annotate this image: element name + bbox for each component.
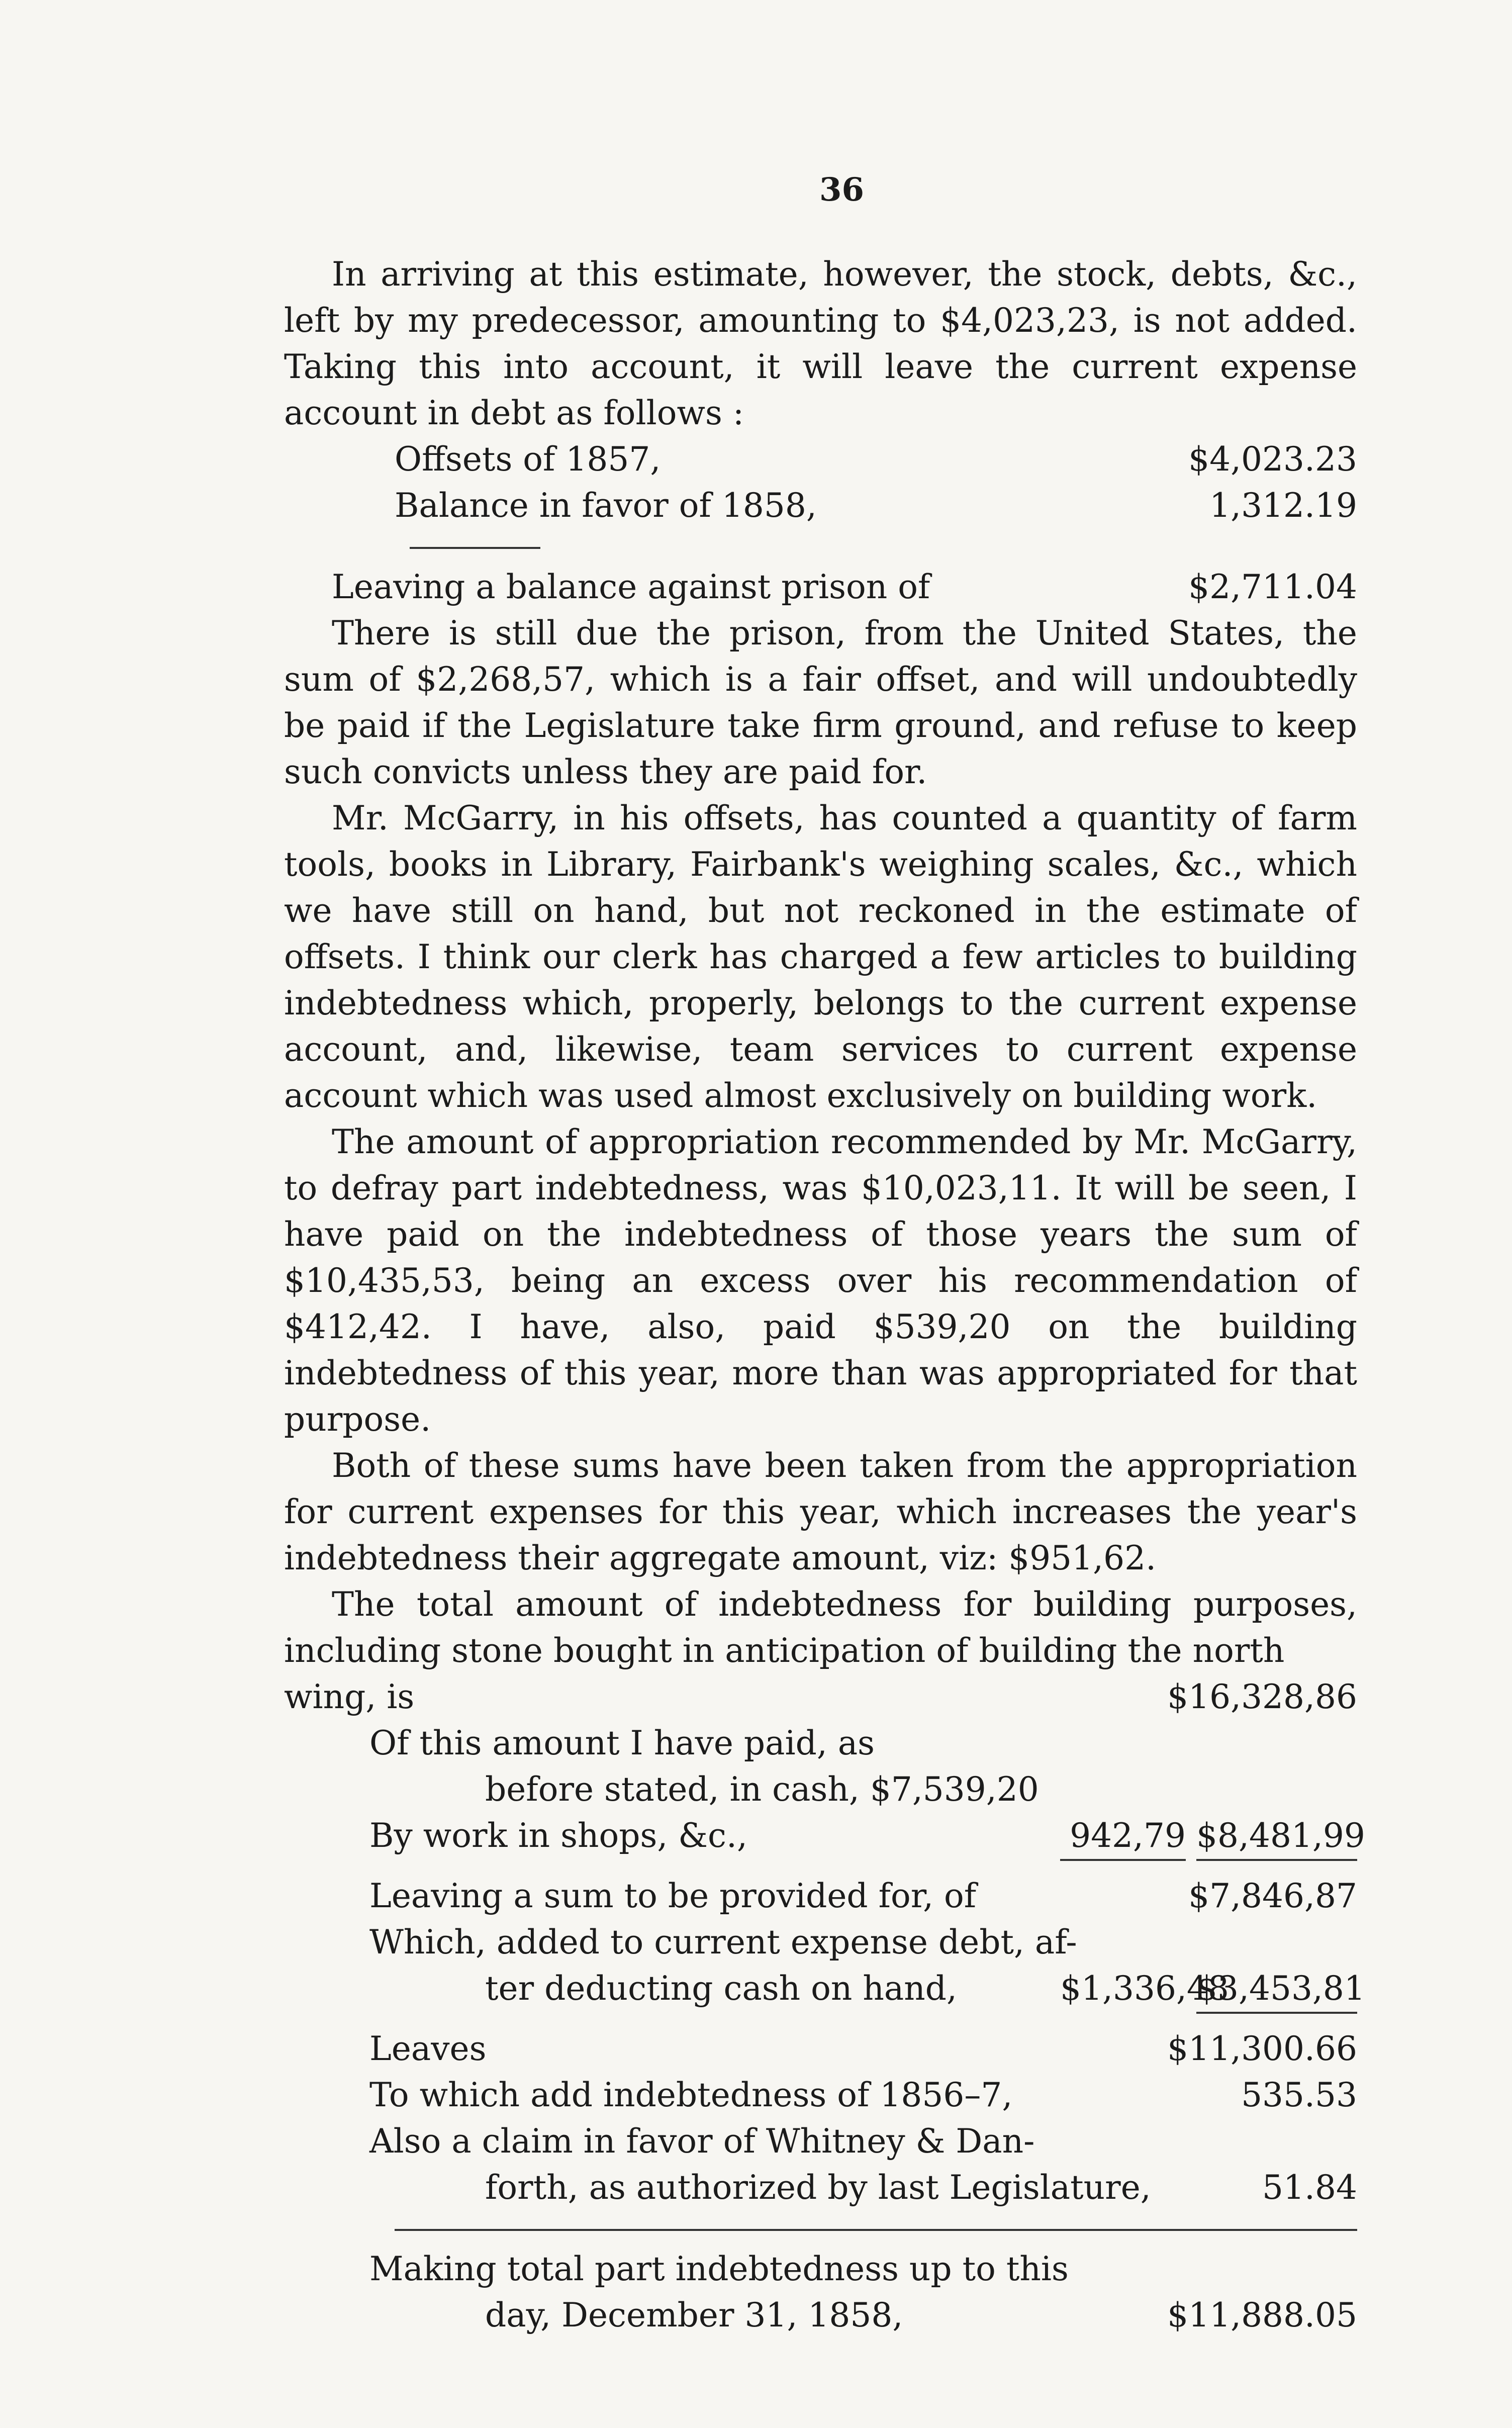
page-number: 36	[819, 171, 865, 209]
add-amount: 535.53	[1241, 2076, 1357, 2114]
paid-line-2	[284, 1766, 1357, 1813]
ledger-row-offsets	[284, 436, 1357, 483]
added-row	[284, 1966, 1365, 2014]
wing-amount: $16,328,86	[1167, 1677, 1357, 1716]
provide-row	[284, 1873, 1357, 1919]
leaves-label: Leaves	[369, 2029, 487, 2068]
divider	[410, 547, 540, 549]
ledger-label: Offsets of 1857,	[395, 440, 661, 479]
paid-cash-amount: $7,539,20	[870, 1770, 1039, 1809]
paragraph-6: The total amount of indebtedness for building purposes, including stone bought in anticipation of building the north	[284, 1585, 1357, 1670]
shops-label: By work in shops, &c.,	[369, 1816, 747, 1855]
provide-label: Leaving a sum to be provided for, of	[369, 1877, 977, 1915]
ledger-amount: $4,023.23	[1188, 440, 1357, 479]
claim-amount: 51.84	[1262, 2168, 1357, 2207]
added-line-1: Which, added to current expense debt, af-	[369, 1923, 1077, 1962]
claim-label: forth, as authorized by last Legislature,	[485, 2168, 1151, 2207]
shops-total: $8,481,99	[1196, 1813, 1357, 1861]
body-text	[284, 251, 1365, 2339]
balance-amount: $2,711.04	[1188, 568, 1357, 606]
provide-amount: $7,846,87	[1188, 1877, 1357, 1915]
claim-row	[284, 2165, 1357, 2211]
shops-row	[284, 1813, 1365, 1861]
paragraph-5: Both of these sums have been taken from the appropriation for current expenses for this year, which increases the year's indebtedness their aggregate amount, viz: $951,62.	[284, 1446, 1357, 1577]
total-amount: $11,888.05	[1167, 2296, 1357, 2334]
balance-row	[284, 564, 1357, 610]
total-divider	[395, 2229, 1357, 2231]
ledger-label: Balance in favor of 1858,	[395, 486, 817, 525]
added-total: $3,453,81	[1196, 1966, 1357, 2014]
cash-on-hand-amount: $1,336,48	[1060, 1969, 1229, 2008]
paragraph-2: There is still due the prison, from the United States, the sum of $2,268,57, which is a fair offset, and will undoubtedly be paid if the Legislature take firm ground, and refuse to keep such convicts unless they are paid for.	[284, 614, 1357, 791]
leaves-row	[284, 2026, 1357, 2072]
add-row	[284, 2072, 1357, 2118]
total-row	[284, 2292, 1357, 2339]
paid-label: before stated, in cash,	[485, 1770, 860, 1809]
total-line-1: Making total part indebtedness up to this	[369, 2250, 1069, 2288]
paragraph-4: The amount of appropriation recommended by Mr. McGarry, to defray part indebtedness, was $10,023,11. It will be seen, I have paid on the indebtedness of those years the sum of $10,435,53, being an excess over his recommendation of $412,42. I have, also, paid $539,20 on the building indebtedness of this year, more than was appropriated for that purpose.	[284, 1123, 1357, 1439]
add-label: To which add indebtedness of 1856–7,	[369, 2076, 1013, 2114]
ledger-row-balance-1858	[284, 483, 1357, 529]
balance-label: Leaving a balance against prison of	[332, 568, 930, 606]
ledger-amount: 1,312.19	[1209, 486, 1357, 525]
leaves-amount: $11,300.66	[1167, 2029, 1357, 2068]
paragraph-3: Mr. McGarry, in his offsets, has counted a quantity of farm tools, books in Library, Fairbank's weighing scales, &c., which we have still on hand, but not reckoned in the estimate of offsets. I think our clerk has charged a few articles to building indebtedness which, properly, belongs to the current expense account, and, likewise, team services to current expense account which was used almost exclusively on building work.	[284, 799, 1357, 1115]
paid-line-1: Of this amount I have paid, as	[369, 1724, 875, 1762]
added-label: ter deducting cash on hand,	[485, 1969, 957, 2008]
wing-label: wing, is	[284, 1677, 415, 1716]
paragraph-1: In arriving at this estimate, however, the stock, debts, &c., left by my predecessor, amounting to $4,023,23, is not added. Taking this into account, it will leave the current expense account in debt as follows :	[284, 255, 1357, 432]
wing-row	[284, 1674, 1357, 1720]
shops-amount: 942,79	[1060, 1813, 1186, 1861]
total-label: day, December 31, 1858,	[485, 2296, 903, 2334]
claim-line-1: Also a claim in favor of Whitney & Dan-	[369, 2122, 1035, 2161]
